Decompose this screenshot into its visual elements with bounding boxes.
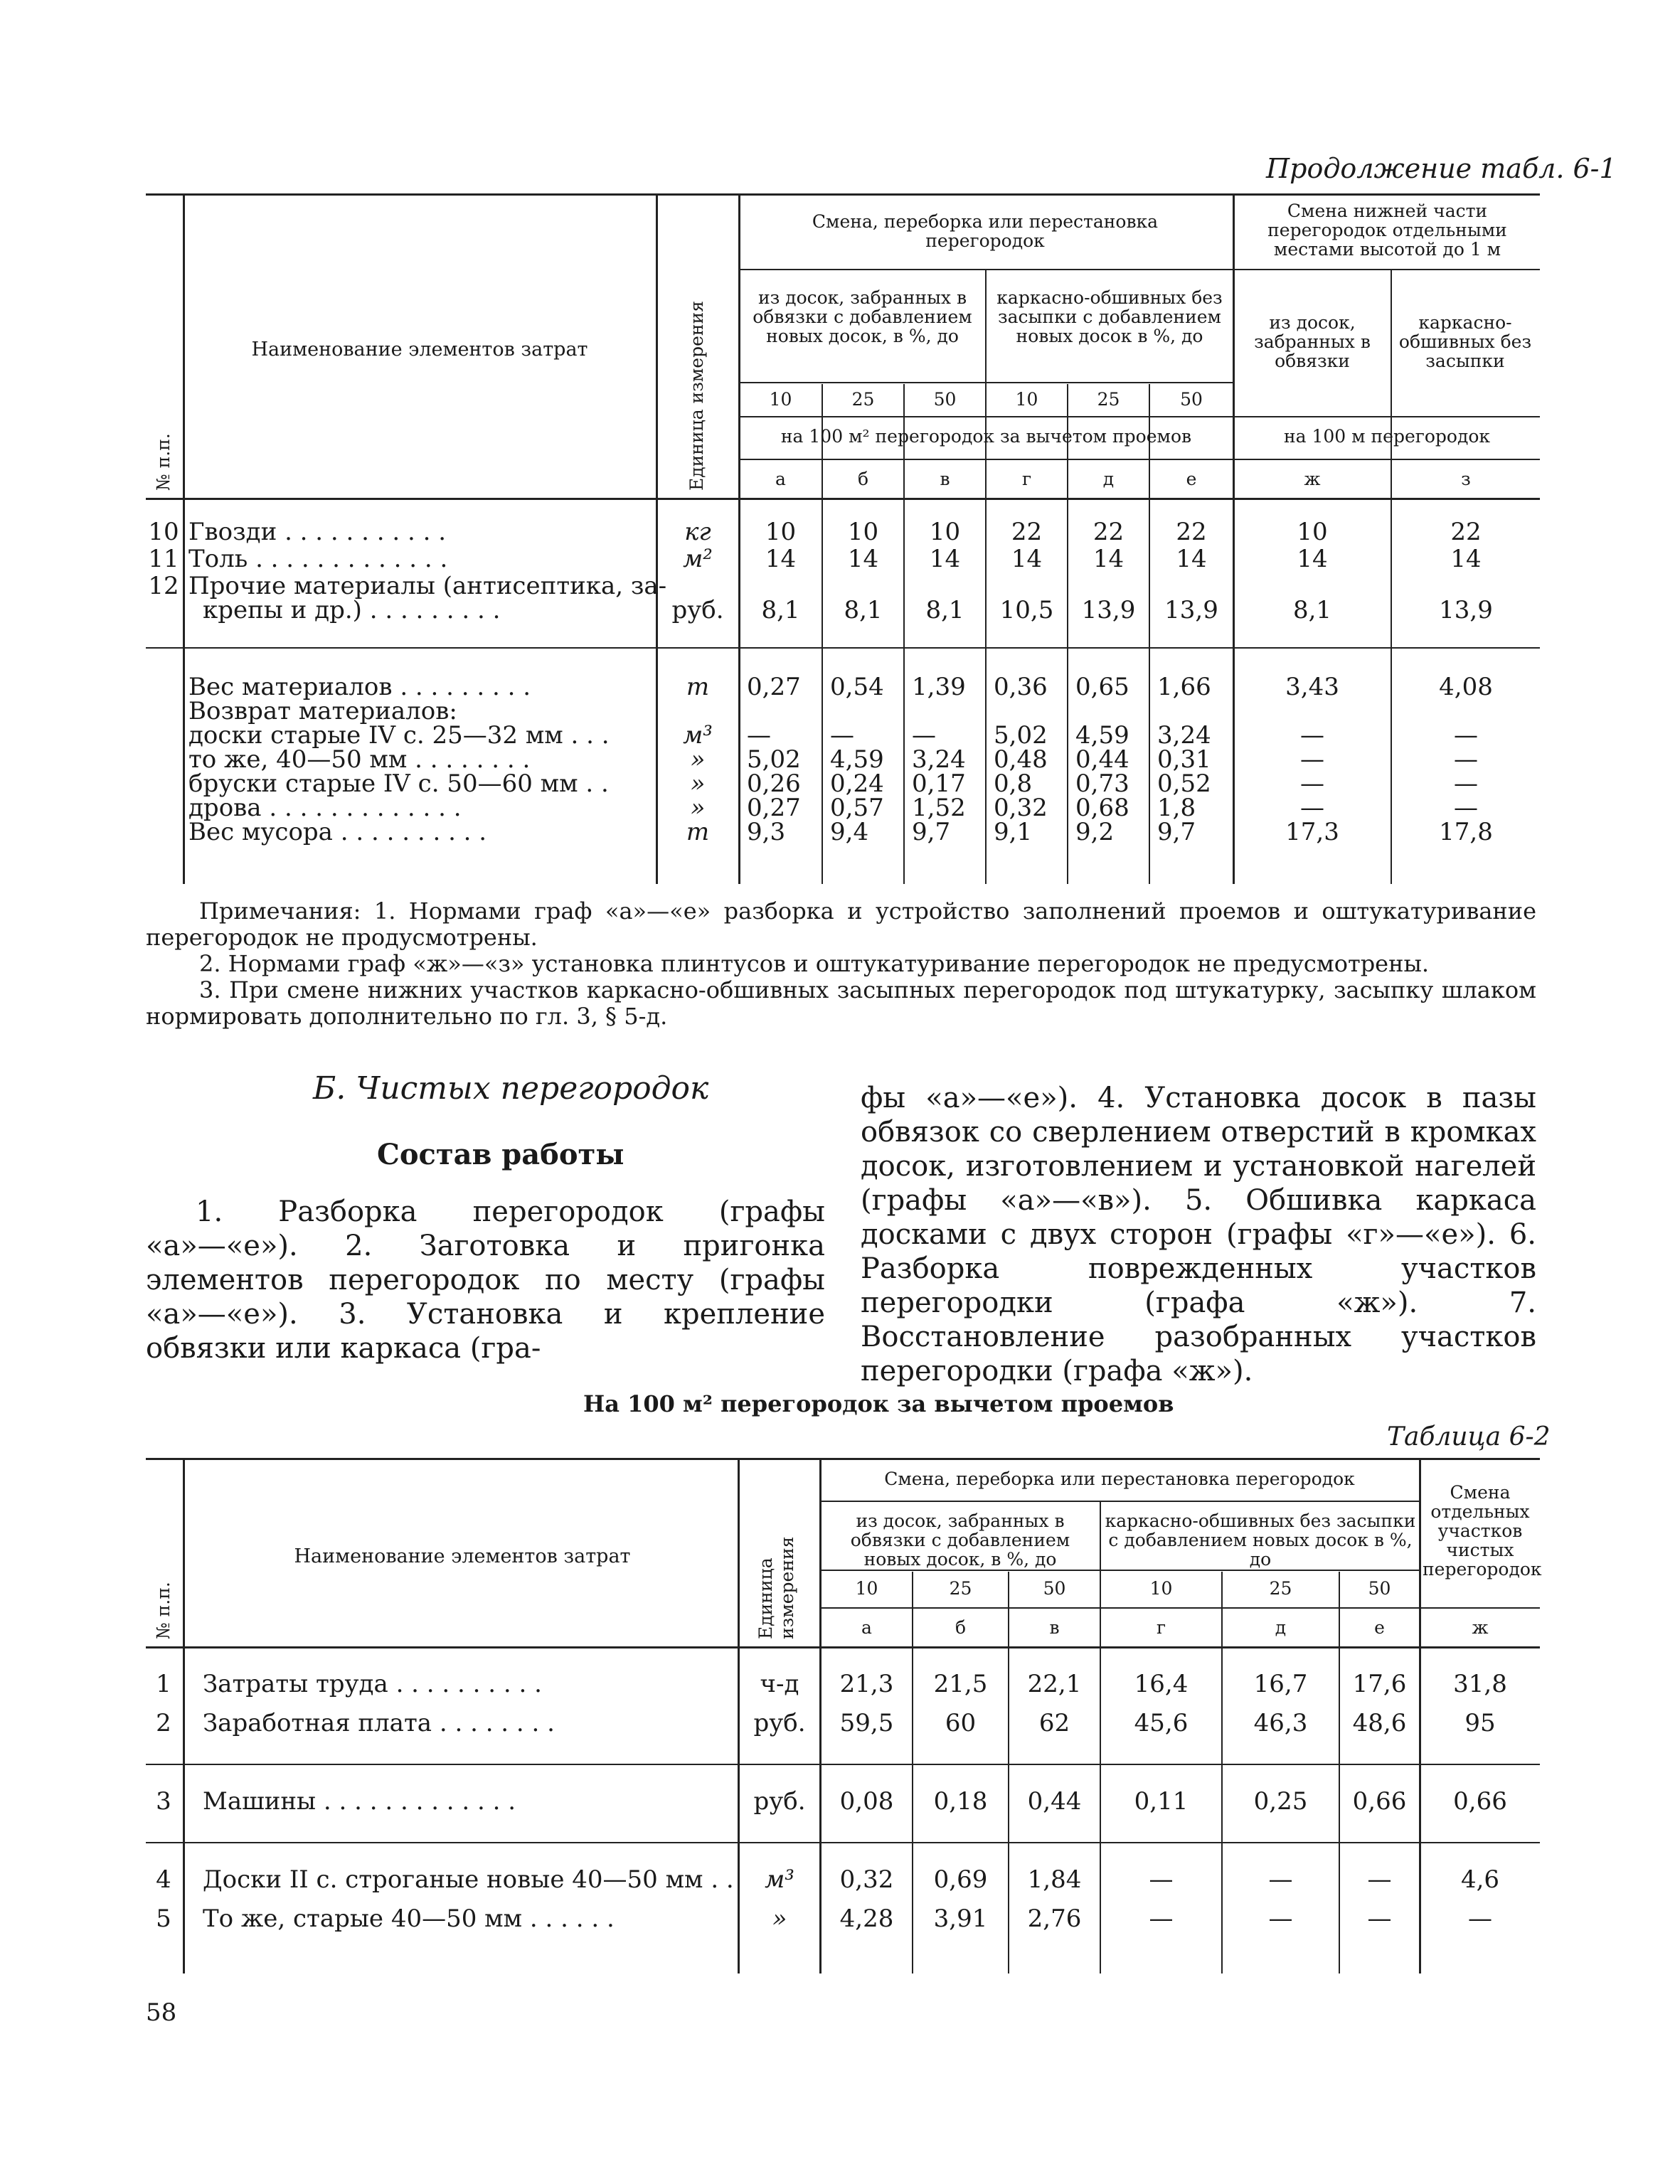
note-3: 3. При смене нижних участков каркасно-обшивных засыпных перегородок под штукатурку, засыпку шлаком нормировать дополнительно по гл. 3, § 5-д. [146,976,1536,1030]
t1-row2-cell: 0,44 [1075,745,1129,774]
t2-group-b: Смена отдельных участков чистых перегородок [1423,1482,1542,1580]
t1-percent: 10 [769,389,792,410]
t1-row2-cell: 1,39 [912,673,966,701]
t2-cell: — [1268,1905,1293,1933]
t2-row-name: Затраты труда . . . . . . . . . . [203,1670,542,1698]
t2-row-unit: » [772,1905,787,1933]
t1-row-name: Гвозди . . . . . . . . . . . [188,518,447,546]
t1-row2-cell: 9,2 [1075,818,1115,846]
t1-cell: 10,5 [999,596,1054,624]
t2-letter: е [1374,1617,1385,1638]
t1-row2-cell: — [912,721,936,750]
t1-row2-name: бруски старые IV с. 50—60 мм . . [188,769,609,798]
t1-cell: 14 [1092,545,1125,573]
t1-row-no: 12 [148,572,179,600]
t1-cell: 13,9 [1439,596,1493,624]
t1-letter: д [1102,469,1115,489]
t1-percent: 50 [1180,389,1203,410]
t2-percent: 50 [1368,1578,1391,1599]
t1-cell: 14 [847,545,879,573]
t1-cell: 22 [1450,518,1482,546]
work-text-left: 1. Разборка перегородок (графы «а»—«е»). 2. Заготовка и пригонка элементов перегородок по месту (графы «а»—«е»). 3. Установка и крепление обвязки или каркаса (гра- [146,1195,825,1365]
t2-row-unit: руб. [753,1787,806,1816]
section-subheading: Состав работы [377,1138,624,1171]
t1-row2-cell: — [1454,745,1478,774]
t1-row2-cell: 5,02 [994,721,1048,750]
t1-row2-cell: 0,54 [830,673,884,701]
t1-row2-cell: — [1454,769,1478,798]
t2-cell: 0,08 [839,1787,894,1816]
t1-basis-a: на 100 м² перегородок за вычетом проемов [780,426,1192,447]
t2-cell: 0,25 [1253,1787,1308,1816]
t1-row2-cell: 1,52 [912,794,966,822]
t2-col-name: Наименование элементов затрат [294,1545,631,1567]
t1-row2-cell: 0,24 [830,769,884,798]
t1-letter: ж [1304,469,1321,489]
t1-row-unit: кг [684,518,711,546]
t1-cell: 22 [1176,518,1207,546]
t2-sub-a1: из досок, забранных в обвязки с добавлением новых досок, в %, до [850,1511,1070,1570]
t1-col-no: № п.п. [153,433,174,491]
t1-col-unit: Единица измерения [686,301,707,491]
t2-percent: 25 [949,1578,972,1599]
t2-row-name: Заработная плата . . . . . . . . [203,1709,555,1737]
t1-row2-name: доски старые IV с. 25—32 мм . . . [188,721,610,750]
t2-row-name: То же, старые 40—50 мм . . . . . . [203,1905,615,1933]
t1-cell: 10 [1297,518,1328,546]
t2-cell: 59,5 [839,1709,894,1737]
t2-cell: — [1149,1865,1174,1894]
t1-row2-cell: — [1300,745,1324,774]
t1-sub-a1: из досок, забранных в обвязки с добавлением новых досок, в %, до [753,287,972,346]
t1-cell: 22 [1092,518,1125,546]
t2-cell: 0,18 [933,1787,988,1816]
page-number: 58 [146,1998,177,2027]
t1-cell: 8,1 [925,596,964,624]
t2-cell: 0,69 [933,1865,988,1894]
t1-row2-cell: 0,26 [747,769,801,798]
t2-cell: 3,91 [933,1905,988,1933]
t1-letter: а [775,469,786,489]
t2-cell: 22,1 [1027,1670,1082,1698]
t1-row2-cell: 3,43 [1285,673,1339,701]
t1-row2-name: то же, 40—50 мм . . . . . . . . [188,745,531,774]
t1-row2-cell: 3,24 [1157,721,1211,750]
t1-letter: е [1186,469,1197,489]
t2-col-unit: Единица измерения [755,1536,797,1639]
t1-percent: 50 [933,389,957,410]
t1-row2-cell: 4,59 [1075,721,1129,750]
t2-row-no: 4 [156,1865,171,1894]
t1-row2-cell: 0,65 [1075,673,1129,701]
t2-cell: 4,6 [1460,1865,1500,1894]
t1-row2-cell: 4,59 [830,745,884,774]
t1-row2-cell: 0,48 [994,745,1048,774]
t1-row2-cell: 9,1 [994,818,1033,846]
t1-cell: 10 [765,518,797,546]
t1-row2-cell: 9,3 [747,818,786,846]
t1-group-b: Смена нижней части перегородок отдельными местами высотой до 1 м [1267,201,1507,260]
t1-row2-cell: 0,17 [912,769,966,798]
t1-row2-unit: м³ [683,721,713,750]
t1-cell: 8,1 [1292,596,1332,624]
t1-cell: 8,1 [761,596,800,624]
t2-cell: 16,7 [1253,1670,1308,1698]
t1-row2-cell: — [1454,721,1478,750]
t1-row2-unit: » [690,769,706,798]
t1-cell: 14 [929,545,961,573]
section-heading: Б. Чистых перегородок [313,1070,709,1107]
continuation-label: Продолжение табл. 6-1 [1266,153,1617,184]
t2-cell: 0,44 [1027,1787,1082,1816]
t2-cell: 46,3 [1253,1709,1308,1737]
t1-cell: 14 [1297,545,1328,573]
t1-row2-name: Вес мусора . . . . . . . . . . [188,818,487,846]
t1-sub-a2: каркасно-обшивных без засыпки с добавлением новых досок в %, до [996,287,1223,346]
t1-percent: 25 [1097,389,1120,410]
t1-row2-cell: 0,32 [994,794,1048,822]
t1-cell: 14 [1176,545,1207,573]
t2-cell: — [1367,1905,1392,1933]
t1-row2-cell: 17,8 [1439,818,1493,846]
t2-row-unit: руб. [753,1709,806,1737]
t2-letter: д [1275,1617,1287,1638]
t1-basis-b: на 100 м перегородок [1283,426,1491,447]
t1-row2-unit: т [686,818,710,846]
t1-row-no: 11 [148,545,179,573]
t2-cell: 21,3 [839,1670,894,1698]
t1-cell: 14 [1011,545,1043,573]
t1-sub-b1: из досок, забранных в обвязки [1254,312,1371,371]
t2-percent: 10 [1149,1578,1173,1599]
t2-cell: 1,84 [1027,1865,1082,1894]
t1-row-name: Прочие материалы (антисептика, за- [188,572,667,600]
t2-cell: 95 [1464,1709,1496,1737]
t2-row-no: 1 [156,1670,171,1698]
t1-row2-unit: т [686,673,710,701]
t2-letter: г [1156,1617,1166,1638]
t1-row2-unit: » [690,745,706,774]
t2-cell: 0,11 [1134,1787,1189,1816]
t2-percent: 25 [1269,1578,1292,1599]
t2-caption: На 100 м² перегородок за вычетом проемов [583,1390,1174,1417]
t1-group-a: Смена, переборка или перестановка перегородок [812,211,1159,251]
t1-row2-cell: 9,7 [912,818,951,846]
note-1: Примечания: 1. Нормами граф «а»—«е» разборка и устройство заполнений проемов и оштукатуривание перегородок не продусмотрены. [146,897,1536,951]
t1-letter: з [1461,469,1471,489]
t2-cell: 2,76 [1027,1905,1082,1933]
note-2: 2. Нормами граф «ж»—«з» установка плинтусов и оштукатуривание перегородок не предусмотрены. [199,950,1430,977]
t2-group-a: Смена, переборка или перестановка перегородок [884,1469,1355,1489]
t2-cell: 31,8 [1453,1670,1507,1698]
t2-row-name: Машины . . . . . . . . . . . . . [203,1787,516,1816]
t1-row2-cell: 0,31 [1157,745,1211,774]
t2-row-unit: ч-д [760,1670,799,1698]
t1-row-no: 10 [148,518,179,546]
t1-cell: 14 [1450,545,1482,573]
t1-row2-cell: — [1300,794,1324,822]
t1-row2-cell: — [747,721,771,750]
t2-cell: 4,28 [839,1905,894,1933]
t2-letter: а [861,1617,872,1638]
t2-cell: 60 [945,1709,977,1737]
t1-row2-cell: 0,8 [994,769,1033,798]
t1-sub-b2: каркасно-обшивных без засыпки [1398,312,1532,371]
t2-cell: 21,5 [933,1670,988,1698]
t2-cell: 45,6 [1134,1709,1189,1737]
t2-cell: 62 [1038,1709,1070,1737]
t1-row-name-cont: крепы и др.) . . . . . . . . . [203,596,501,624]
t2-cell: 0,66 [1453,1787,1507,1816]
t2-cell: — [1268,1865,1293,1894]
t1-percent: 25 [851,389,875,410]
t1-letter: г [1021,469,1032,489]
t2-cell: — [1468,1905,1492,1933]
t2-row-name: Доски II с. строганые новые 40—50 мм . . [203,1865,734,1894]
t1-cell: 10 [929,518,961,546]
t2-cell: 17,6 [1352,1670,1407,1698]
t1-row2-cell: 0,57 [830,794,884,822]
t2-letter: б [955,1617,967,1638]
t2-cell: 16,4 [1134,1670,1189,1698]
t2-row-no: 5 [156,1905,171,1933]
t2-cell: 48,6 [1352,1709,1407,1737]
t1-row2-cell: 5,02 [747,745,801,774]
t1-cell: 10 [847,518,879,546]
t2-row-no: 2 [156,1709,171,1737]
t1-percent: 10 [1015,389,1038,410]
t1-row-unit: руб. [671,596,724,624]
t1-letter: б [857,469,869,489]
t1-row2-cell: 3,24 [912,745,966,774]
t1-cell: 22 [1011,518,1043,546]
t1-cell: 8,1 [844,596,883,624]
t1-row2-unit: » [690,794,706,822]
t2-cell: 0,32 [839,1865,894,1894]
t2-percent: 10 [855,1578,878,1599]
t2-col-no: № п.п. [153,1582,174,1639]
t2-percent: 50 [1043,1578,1066,1599]
t1-row2-cell: 9,7 [1157,818,1196,846]
t2-letter: в [1049,1617,1060,1638]
t2-cell: — [1367,1865,1392,1894]
t1-row-unit: м² [683,545,713,573]
t1-row2-cell: — [830,721,854,750]
t1-row2-cell: 0,73 [1075,769,1129,798]
work-text-right: фы «а»—«е»). 4. Установка досок в пазы обвязок со сверлением отверстий в кромках досок, изготовлением и установкой нагелей (графы «а»—«в»). 5. Обшивка каркаса досками с двух сторон (графы «г»—«е»). 6. Разборка поврежденных участков перегородки (графа «ж»). 7. Восстановление разобранных участков перегородки (графа «ж»). [861,1082,1536,1387]
t2-label: Таблица 6-2 [1387,1422,1551,1451]
t1-row2-cell: — [1300,721,1324,750]
t1-row2-cell: 0,68 [1075,794,1129,822]
t1-row2-name: Вес материалов . . . . . . . . . [188,673,531,701]
t1-cell: 13,9 [1081,596,1136,624]
t1-letter: в [940,469,950,489]
t1-row-name: Толь . . . . . . . . . . . . . [188,545,448,573]
t2-row-no: 3 [156,1787,171,1816]
t1-row2-cell: — [1454,794,1478,822]
t1-cell: 14 [765,545,797,573]
t1-row2-cell: 1,66 [1157,673,1211,701]
t1-row2-cell: 0,27 [747,794,801,822]
t1-row2-name: дрова . . . . . . . . . . . . . [188,794,462,822]
t1-col-name: Наименование элементов затрат [251,339,588,361]
t1-cell: 13,9 [1164,596,1218,624]
t2-sub-a2: каркасно-обшивных без засыпки с добавлением новых досок в %, до [1105,1511,1416,1570]
t1-row2-cell: 0,27 [747,673,801,701]
t2-cell: — [1149,1905,1174,1933]
t1-row2-cell: 1,8 [1157,794,1196,822]
t1-row2-cell: — [1300,769,1324,798]
t1-row2-cell: 9,4 [830,818,869,846]
t2-letter: ж [1472,1617,1489,1638]
t1-row2-cell: 0,52 [1157,769,1211,798]
t1-row2-cell: 0,36 [994,673,1048,701]
t1-row2-cell: 4,08 [1439,673,1493,701]
t2-row-unit: м³ [765,1865,794,1894]
t2-cell: 0,66 [1352,1787,1407,1816]
t1-row2-cell: 17,3 [1285,818,1339,846]
t1-row2-name: Возврат материалов: [188,697,457,725]
